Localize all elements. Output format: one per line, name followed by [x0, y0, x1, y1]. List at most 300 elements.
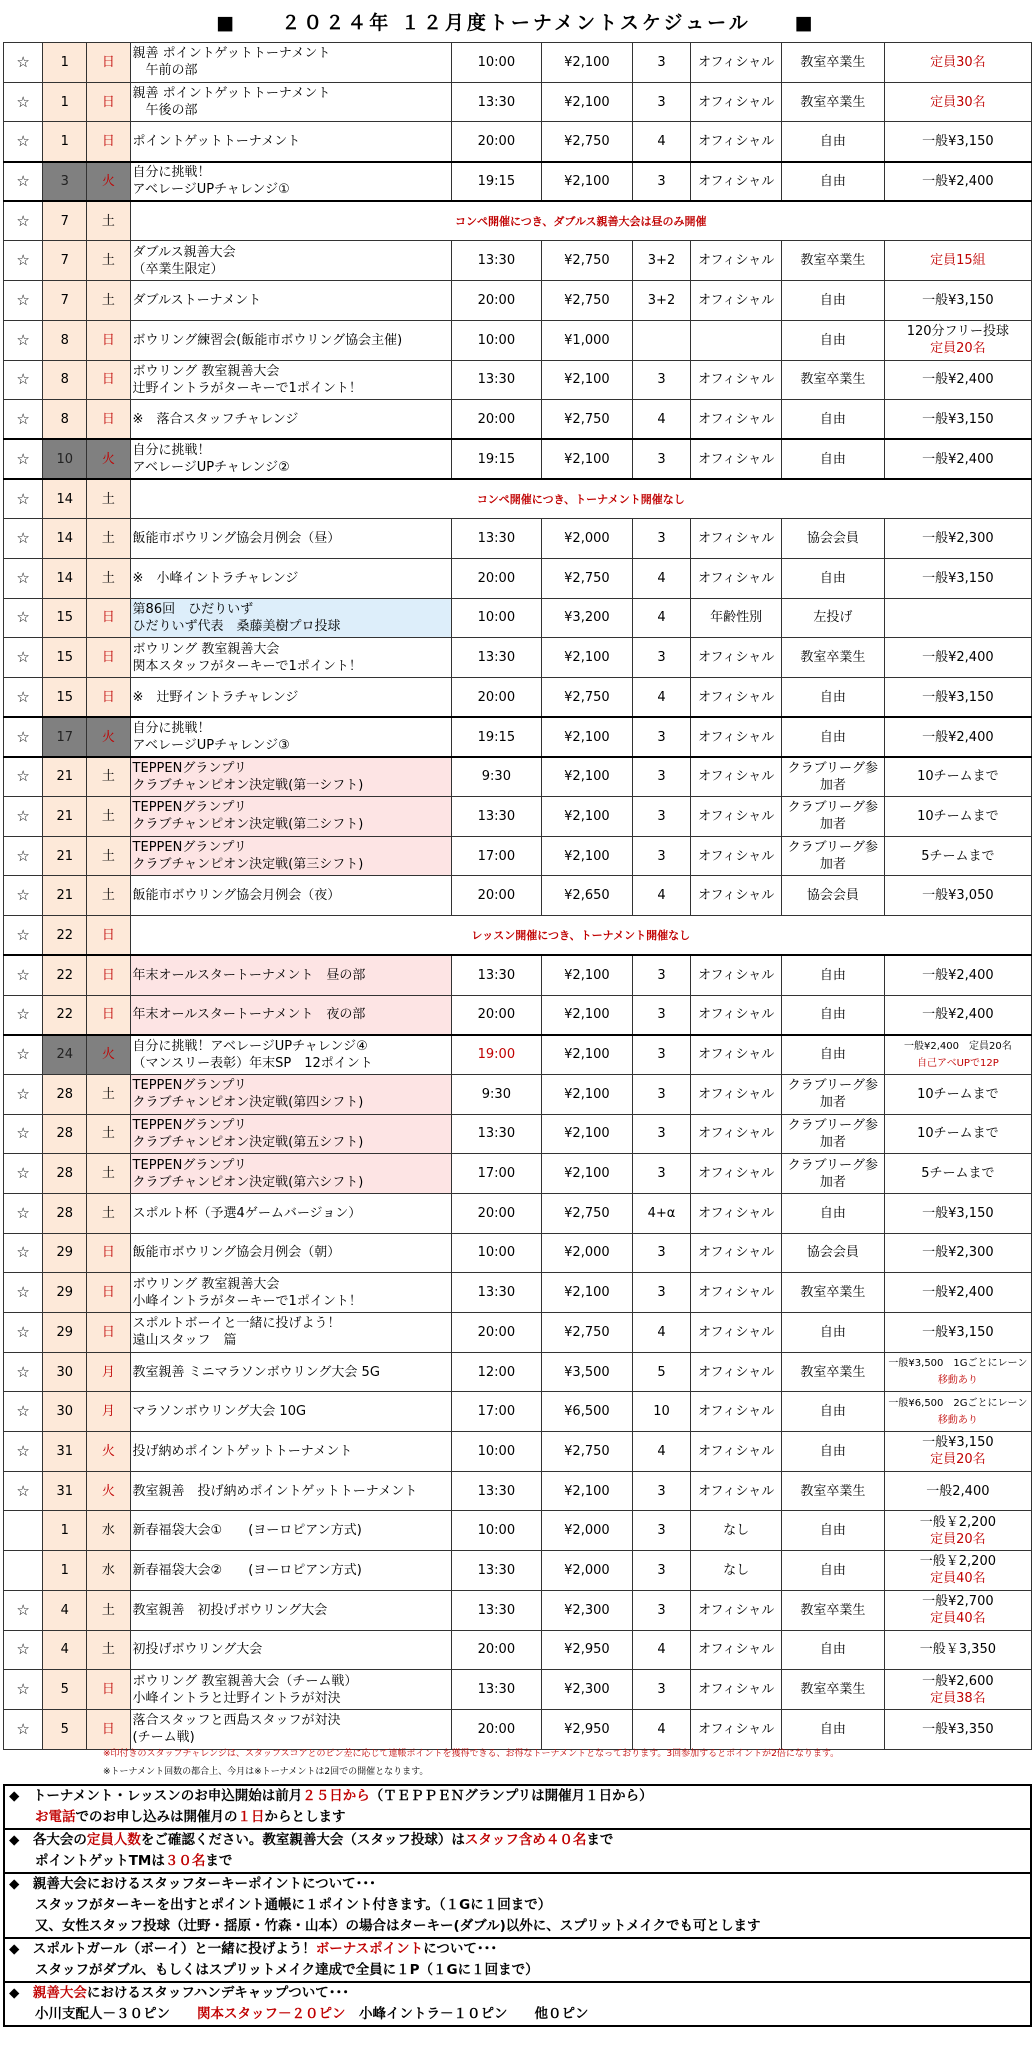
day-cell: 7 [43, 241, 87, 281]
lane-cell [691, 320, 782, 360]
schedule-row [4, 1154, 1032, 1194]
fee-cell: ¥3,200 [542, 598, 633, 638]
event-line: ポイントゲットトーナメント [132, 133, 301, 149]
event-cell [130, 43, 451, 83]
day-cell: 5 [43, 1670, 87, 1710]
lane-cell: オフィシャル [691, 1670, 782, 1710]
note-line: 一般2,400 [926, 1483, 990, 1499]
weekday-cell: 土 [87, 757, 130, 797]
event-cell [130, 836, 451, 876]
note-line: 一般¥2,300 [922, 1245, 994, 1261]
note-line: 一般¥2,400 定員20名 [904, 1040, 1012, 1052]
day-cell: 17 [43, 717, 87, 757]
qualification-cell: 教室卒業生 [781, 1590, 884, 1630]
note-line: 移動あり [937, 1414, 978, 1426]
schedule-row [4, 1432, 1032, 1472]
day-cell: 28 [43, 1154, 87, 1194]
event-line: ※ 辻野イントラチャレンジ [132, 689, 299, 705]
star-mark: ☆ [4, 479, 43, 519]
schedule-row [4, 598, 1032, 638]
note-line: 定員20名 [930, 341, 986, 357]
note-cell [884, 836, 1031, 876]
event-line: 第86回 ひだりいず [132, 601, 254, 617]
star-mark: ☆ [4, 201, 43, 241]
event-line: （マンスリー表彰）年末SP 12ポイント [132, 1055, 373, 1071]
lane-cell: オフィシャル [691, 1352, 782, 1392]
schedule-row [4, 122, 1032, 162]
fee-cell: ¥2,750 [542, 1432, 633, 1472]
weekday-cell: 月 [87, 1392, 130, 1432]
fee-cell: ¥2,750 [542, 281, 633, 321]
day-cell: 1 [43, 43, 87, 83]
weekday-cell: 日 [87, 638, 130, 678]
weekday-cell: 土 [87, 1193, 130, 1233]
qualification-cell: 教室卒業生 [781, 638, 884, 678]
games-cell: 3 [632, 1074, 691, 1114]
weekday-cell: 土 [87, 519, 130, 559]
time-cell: 13:30 [451, 1273, 542, 1313]
qualification-cell: 教室卒業生 [781, 1471, 884, 1511]
note-cell [884, 638, 1031, 678]
time-cell: 9:30 [451, 757, 542, 797]
fee-cell: ¥2,750 [542, 558, 633, 598]
games-cell: 5 [632, 1352, 691, 1392]
games-cell: 3 [632, 439, 691, 479]
qualification-cell: クラブリーグ参加者 [781, 1154, 884, 1194]
event-cell [130, 1551, 451, 1591]
event-cell [130, 598, 451, 638]
lane-cell: オフィシャル [691, 1154, 782, 1194]
notice-cell: レッスン開催につき、トーナメント開催なし [130, 916, 1031, 956]
event-line: 新春福袋大会① (ヨーロピアン方式) [132, 1523, 362, 1539]
event-line: クラブチャンピオン決定戦(第四シフト) [132, 1095, 364, 1111]
day-cell: 29 [43, 1233, 87, 1273]
info-text: トーナメント・レッスンのお申込開始は前月 [32, 1788, 303, 1804]
star-mark: ☆ [4, 519, 43, 559]
fee-cell: ¥2,100 [542, 82, 633, 122]
lane-cell: オフィシャル [691, 1709, 782, 1749]
weekday-cell: 日 [87, 360, 130, 400]
info-text: （ＴＥＰＰＥＮグランプリは開催月１日から） [369, 1788, 653, 1804]
star-mark: ☆ [4, 43, 43, 83]
time-cell: 20:00 [451, 1193, 542, 1233]
schedule-row [4, 678, 1032, 718]
lane-cell: オフィシャル [691, 836, 782, 876]
fee-cell: ¥2,000 [542, 519, 633, 559]
schedule-row [4, 638, 1032, 678]
fee-cell: ¥6,500 [542, 1392, 633, 1432]
fee-cell: ¥2,100 [542, 955, 633, 995]
note-cell [884, 1630, 1031, 1670]
qualification-cell: クラブリーグ参加者 [781, 1114, 884, 1154]
weekday-cell: 土 [87, 479, 130, 519]
star-mark: ☆ [4, 1352, 43, 1392]
note-line: 一般¥2,400 [922, 451, 994, 467]
qualification-cell: クラブリーグ参加者 [781, 1074, 884, 1114]
day-cell: 14 [43, 558, 87, 598]
weekday-cell: 日 [87, 400, 130, 440]
fee-cell: ¥2,750 [542, 1193, 633, 1233]
qualification-cell: 自由 [781, 122, 884, 162]
event-cell [130, 281, 451, 321]
weekday-cell: 土 [87, 1630, 130, 1670]
note-cell [884, 1273, 1031, 1313]
star-mark: ☆ [4, 916, 43, 956]
qualification-cell: 自由 [781, 1432, 884, 1472]
note-cell [884, 1313, 1031, 1353]
event-cell [130, 519, 451, 559]
event-line: クラブチャンピオン決定戦(第一シフト) [132, 777, 364, 793]
weekday-cell: 日 [87, 916, 130, 956]
games-cell: 4 [632, 1709, 691, 1749]
games-cell [632, 320, 691, 360]
time-cell: 13:30 [451, 1471, 542, 1511]
games-cell: 3 [632, 360, 691, 400]
lane-cell: オフィシャル [691, 1193, 782, 1233]
weekday-cell: 火 [87, 1471, 130, 1511]
event-line: 教室親善 初投げボウリング大会 [132, 1602, 328, 1618]
note-cell [884, 1193, 1031, 1233]
weekday-cell: 土 [87, 558, 130, 598]
event-line: 年末オールスタートーナメント 昼の部 [132, 967, 366, 983]
event-line: ※ 落合スタッフチャレンジ [132, 411, 299, 427]
event-cell [130, 1352, 451, 1392]
games-cell: 3 [632, 82, 691, 122]
note-line: 一般￥2,200 [919, 1554, 996, 1570]
lane-cell: オフィシャル [691, 1471, 782, 1511]
note-line: 10チームまで [917, 1086, 999, 1102]
star-mark: ☆ [4, 757, 43, 797]
lane-cell: オフィシャル [691, 1590, 782, 1630]
event-line: 自分に挑戦！ [132, 165, 211, 181]
event-line: 小峰イントラがターキーで1ポイント！ [132, 1293, 362, 1309]
info-text: 各大会の [32, 1832, 87, 1848]
info-text: スタッフがダブル、もしくはスプリットメイク達成で全員に１P（１Gに１回まで） [35, 1962, 539, 1978]
lane-cell: オフィシャル [691, 82, 782, 122]
qualification-cell: 自由 [781, 955, 884, 995]
weekday-cell: 日 [87, 598, 130, 638]
note-line: 一般¥3,150 [922, 292, 994, 308]
day-cell: 28 [43, 1114, 87, 1154]
day-cell: 15 [43, 638, 87, 678]
day-cell: 7 [43, 281, 87, 321]
event-line: 関本スタッフがターキーで1ポイント！ [132, 658, 362, 674]
games-cell: 4 [632, 876, 691, 916]
games-cell: 3 [632, 1471, 691, 1511]
time-cell: 20:00 [451, 1313, 542, 1353]
note-cell [884, 876, 1031, 916]
time-cell: 13:30 [451, 241, 542, 281]
star-mark: ☆ [4, 1114, 43, 1154]
info-text: ポイントゲットTMは [35, 1853, 165, 1869]
info-line [5, 1981, 1030, 2004]
games-cell: 3 [632, 757, 691, 797]
note-cell [884, 241, 1031, 281]
qualification-cell: 教室卒業生 [781, 1273, 884, 1313]
note-cell [884, 1074, 1031, 1114]
event-cell [130, 1193, 451, 1233]
lane-cell: オフィシャル [691, 558, 782, 598]
event-line: 遠山スタッフ 篇 [132, 1333, 237, 1349]
time-cell: 9:30 [451, 1074, 542, 1114]
weekday-cell: 日 [87, 1313, 130, 1353]
note-cell [884, 1590, 1031, 1630]
note-cell [884, 598, 1031, 638]
note-line: 定員30名 [930, 94, 986, 110]
note-cell [884, 519, 1031, 559]
qualification-cell: 協会会員 [781, 519, 884, 559]
star-mark [4, 1511, 43, 1551]
weekday-cell: 土 [87, 201, 130, 241]
star-mark: ☆ [4, 1709, 43, 1749]
time-cell: 20:00 [451, 995, 542, 1035]
star-mark: ☆ [4, 995, 43, 1035]
star-mark: ☆ [4, 1392, 43, 1432]
day-cell: 4 [43, 1590, 87, 1630]
event-line: ボウリング 教室親善大会 [132, 1276, 280, 1292]
games-cell: 3 [632, 836, 691, 876]
event-line: ボウリング 教室親善大会 [132, 641, 280, 657]
fee-cell: ¥2,100 [542, 995, 633, 1035]
event-cell [130, 241, 451, 281]
note-line: 一般¥2,400 [922, 173, 994, 189]
star-mark: ☆ [4, 598, 43, 638]
time-cell: 20:00 [451, 1709, 542, 1749]
weekday-cell: 土 [87, 1590, 130, 1630]
note-cell [884, 1352, 1031, 1392]
star-mark: ☆ [4, 360, 43, 400]
event-line: 飯能市ボウリング協会月例会（夜） [132, 888, 341, 904]
day-cell: 7 [43, 201, 87, 241]
star-mark: ☆ [4, 955, 43, 995]
note-cell [884, 1233, 1031, 1273]
event-line: クラブチャンピオン決定戦(第三シフト) [132, 857, 364, 873]
fee-cell: ¥2,100 [542, 836, 633, 876]
time-cell: 13:30 [451, 519, 542, 559]
note-cell [884, 1035, 1031, 1075]
time-cell: 13:30 [451, 82, 542, 122]
footnote-tournament-count: ※トーナメント回数の都合上、今月は※トーナメントは2回での開催となります。 [103, 1767, 429, 1777]
event-cell [130, 1273, 451, 1313]
schedule-row [4, 757, 1032, 797]
event-cell [130, 678, 451, 718]
lane-cell: オフィシャル [691, 439, 782, 479]
event-cell [130, 162, 451, 202]
qualification-cell: 自由 [781, 162, 884, 202]
time-cell: 10:00 [451, 1233, 542, 1273]
schedule-row [4, 876, 1032, 916]
weekday-cell: 土 [87, 876, 130, 916]
note-cell [884, 558, 1031, 598]
day-cell: 30 [43, 1352, 87, 1392]
note-line: 10チームまで [917, 1126, 999, 1142]
day-cell: 28 [43, 1074, 87, 1114]
note-line: 一般¥2,400 [922, 650, 994, 666]
time-cell: 20:00 [451, 876, 542, 916]
note-line: 一般¥2,400 [922, 1285, 994, 1301]
info-text: まで [205, 1853, 233, 1869]
fee-cell: ¥2,750 [542, 122, 633, 162]
day-cell: 4 [43, 1630, 87, 1670]
weekday-cell: 日 [87, 1273, 130, 1313]
info-text: におけるスタッフハンデキャップついて･･･ [86, 1985, 350, 2001]
note-line: 一般¥2,400 [922, 967, 994, 983]
qualification-cell: 自由 [781, 1193, 884, 1233]
day-cell: 21 [43, 836, 87, 876]
games-cell: 3+2 [632, 241, 691, 281]
event-cell [130, 1471, 451, 1511]
note-cell [884, 122, 1031, 162]
lane-cell: オフィシャル [691, 1313, 782, 1353]
weekday-cell: 月 [87, 1352, 130, 1392]
note-cell [884, 1432, 1031, 1472]
star-mark: ☆ [4, 241, 43, 281]
fee-cell: ¥2,100 [542, 757, 633, 797]
lane-cell: オフィシャル [691, 757, 782, 797]
day-cell: 31 [43, 1432, 87, 1472]
note-cell [884, 1392, 1031, 1432]
note-line: 定員20名 [930, 1531, 986, 1547]
schedule-row [4, 400, 1032, 440]
fee-cell: ¥3,500 [542, 1352, 633, 1392]
day-cell: 1 [43, 122, 87, 162]
fee-cell: ¥2,100 [542, 439, 633, 479]
day-cell: 14 [43, 479, 87, 519]
lane-cell: オフィシャル [691, 1114, 782, 1154]
event-line: 初投げボウリング大会 [132, 1642, 263, 1658]
note-line: 10チームまで [917, 808, 999, 824]
star-mark [4, 1551, 43, 1591]
star-mark: ☆ [4, 82, 43, 122]
event-line: 午前の部 [132, 63, 198, 79]
time-cell: 10:00 [451, 43, 542, 83]
games-cell: 3 [632, 1233, 691, 1273]
fee-cell: ¥2,750 [542, 241, 633, 281]
games-cell: 4 [632, 122, 691, 162]
games-cell: 3 [632, 1590, 691, 1630]
games-cell: 3 [632, 1154, 691, 1194]
note-cell [884, 162, 1031, 202]
games-cell: 4 [632, 1630, 691, 1670]
schedule-row [4, 1193, 1032, 1233]
event-line: ひだりいず代表 桑藤美樹プロ投球 [132, 618, 341, 634]
games-cell: 3 [632, 519, 691, 559]
event-cell [130, 1154, 451, 1194]
event-line: ボウリング 教室親善大会 [132, 363, 280, 379]
weekday-cell: 火 [87, 717, 130, 757]
qualification-cell: 自由 [781, 1709, 884, 1749]
schedule-row [4, 479, 1032, 519]
time-cell: 13:30 [451, 1590, 542, 1630]
weekday-cell: 土 [87, 1154, 130, 1194]
lane-cell: オフィシャル [691, 122, 782, 162]
event-cell [130, 955, 451, 995]
star-mark: ☆ [4, 281, 43, 321]
fee-cell: ¥2,100 [542, 1035, 633, 1075]
note-cell [884, 1670, 1031, 1710]
note-cell [884, 1114, 1031, 1154]
day-cell: 15 [43, 678, 87, 718]
games-cell: 3 [632, 797, 691, 837]
qualification-cell: 自由 [781, 400, 884, 440]
schedule-row [4, 43, 1032, 83]
games-cell: 4 [632, 400, 691, 440]
star-mark: ☆ [4, 1630, 43, 1670]
info-text: 小峰イントラ－１０ピン 他０ピン [345, 2006, 589, 2022]
lane-cell: なし [691, 1551, 782, 1591]
lane-cell: オフィシャル [691, 797, 782, 837]
day-cell: 29 [43, 1313, 87, 1353]
info-text: ◆ [9, 1876, 33, 1892]
star-mark: ☆ [4, 1273, 43, 1313]
games-cell: 3 [632, 717, 691, 757]
star-mark: ☆ [4, 1233, 43, 1273]
info-text: ◆ [9, 1832, 33, 1848]
time-cell: 13:30 [451, 955, 542, 995]
time-cell: 20:00 [451, 558, 542, 598]
info-text: について･･･ [423, 1941, 498, 1957]
event-line: スポルトボーイと一緒に投げよう！ [132, 1316, 341, 1332]
qualification-cell: 自由 [781, 678, 884, 718]
lane-cell: オフィシャル [691, 995, 782, 1035]
info-line [5, 1960, 1030, 1981]
event-line: TEPPENグランプリ [132, 800, 247, 816]
note-cell [884, 955, 1031, 995]
fee-cell: ¥2,100 [542, 638, 633, 678]
event-cell [130, 320, 451, 360]
note-line: 一般¥2,400 [922, 1007, 994, 1023]
day-cell: 28 [43, 1193, 87, 1233]
time-cell: 20:00 [451, 1630, 542, 1670]
qualification-cell: 自由 [781, 995, 884, 1035]
lane-cell: オフィシャル [691, 1233, 782, 1273]
event-line: 親善 ポイントゲットトーナメント [132, 86, 331, 102]
event-line: ボウリング練習会(飯能市ボウリング協会主催) [132, 332, 403, 348]
event-line: ダブルストーナメント [132, 292, 262, 308]
day-cell: 8 [43, 400, 87, 440]
info-text: 関本スタッフ－２０ピン [197, 2006, 346, 2022]
event-cell [130, 757, 451, 797]
lane-cell: オフィシャル [691, 638, 782, 678]
fee-cell: ¥2,750 [542, 678, 633, 718]
note-line: 一般¥3,150 [922, 133, 994, 149]
event-line: 落合スタッフと西島スタッフが対決 [132, 1713, 341, 1729]
schedule-row [4, 836, 1032, 876]
event-cell [130, 995, 451, 1035]
games-cell: 3 [632, 1114, 691, 1154]
event-cell [130, 1233, 451, 1273]
lane-cell: オフィシャル [691, 1074, 782, 1114]
schedule-row [4, 1352, 1032, 1392]
event-line: アベレージUPチャレンジ② [132, 460, 290, 476]
schedule-row [4, 320, 1032, 360]
time-cell: 13:30 [451, 1114, 542, 1154]
info-text: スポルトガール（ボーイ）と一緒に投げよう！ [32, 1941, 316, 1957]
star-mark: ☆ [4, 558, 43, 598]
schedule-row [4, 1035, 1032, 1075]
star-mark: ☆ [4, 876, 43, 916]
schedule-row [4, 439, 1032, 479]
fee-cell: ¥2,100 [542, 717, 633, 757]
weekday-cell: 日 [87, 122, 130, 162]
schedule-row [4, 281, 1032, 321]
weekday-cell: 日 [87, 995, 130, 1035]
info-line [5, 1851, 1030, 1872]
qualification-cell: 自由 [781, 1511, 884, 1551]
qualification-cell: 自由 [781, 558, 884, 598]
note-cell [884, 1154, 1031, 1194]
info-text: １日 [237, 1809, 265, 1825]
